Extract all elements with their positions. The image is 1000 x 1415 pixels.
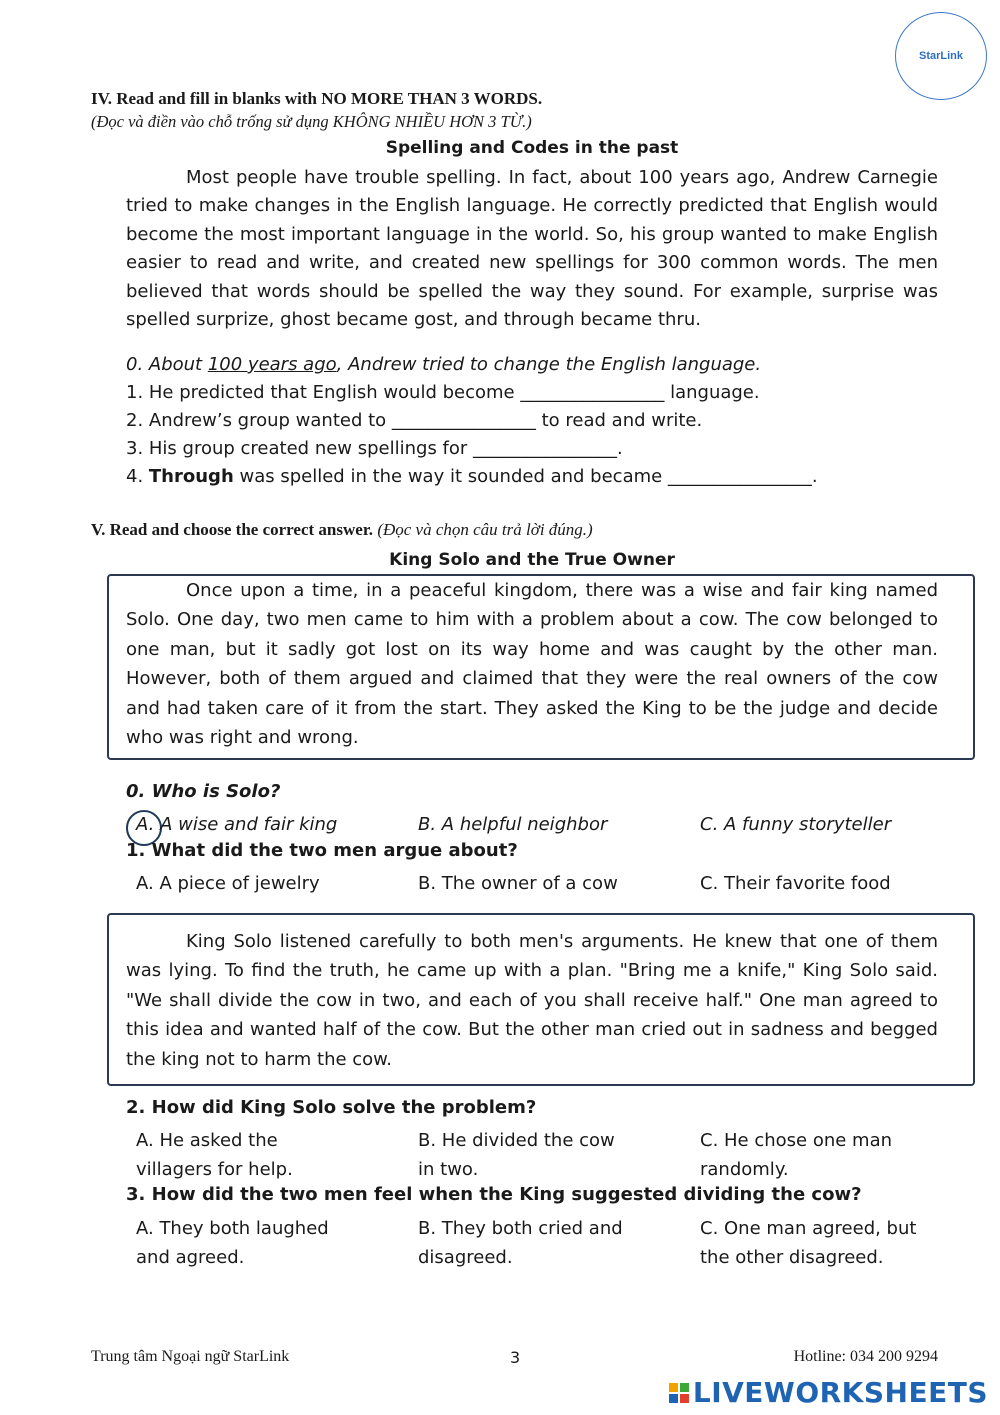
liveworksheets-watermark (669, 1376, 988, 1409)
section5-title: King Solo and the True Owner (389, 550, 675, 570)
section4-question-3[interactable]: 3. His group created new spellings for ________________. (126, 438, 623, 459)
section4-passage (126, 164, 938, 334)
section5-heading-bold: V. Read and choose the correct answer. (91, 520, 374, 539)
section5-passage1 (126, 576, 938, 752)
q3-option-b-line2: disagreed. (418, 1247, 513, 1269)
section4-heading: IV. Read and fill in blanks with NO MORE THAN 3 WORDS. (91, 89, 543, 108)
section4-question-4[interactable] (126, 466, 818, 487)
q2-option-c-line1: C. He chose one man (700, 1130, 893, 1151)
section5-heading (91, 520, 593, 540)
q0-option-b[interactable]: B. A helpful neighbor (418, 814, 608, 835)
logo-text: StarLink (918, 50, 963, 62)
q3-option-b-line1: B. They both cried and (418, 1218, 623, 1239)
q4-number: 4. (126, 466, 149, 487)
q1-option-c[interactable]: C. Their favorite food (700, 873, 891, 894)
passage1-text: Once upon a time, in a peaceful kingdom, there was a wise and fair king named Solo. One day, two men came to him with a problem about a cow. The cow belonged to one man, but it sadly got lost on its way home and was caught by the other man. However, both of them argued and claimed that they were the real owners of the cow and had taken care of it from the start. They asked the King to be the judge and decide who was right and wrong. (126, 580, 938, 749)
section4-passage-text: Most people have trouble spelling. In fact, about 100 years ago, Andrew Carnegie tried to make changes in the English language. He correctly predicted that English would become the most important language in the world. So, his group wanted to make English easier to read and write, and created new spellings for 300 common words. The men believed that words should be spelled the way they sound. For example, surprise was spelled surprize, ghost became gost, and through became thru. (126, 167, 938, 331)
q2-option-a-line2: villagers for help. (136, 1159, 293, 1181)
section5-question-0: 0. Who is Solo? (126, 781, 281, 802)
footer-center-name: Trung tâm Ngoại ngữ StarLink (91, 1348, 290, 1365)
example-prefix: 0. About (126, 354, 208, 375)
passage2-text: King Solo listened carefully to both men's arguments. He knew that one of them was lying. To find the truth, he came up with a plan. "Bring me a knife," King Solo said. "We shall divide the cow in two, and each of you shall receive half." One man agreed to this idea and wanted half of the cow. But the other man cried out in sadness and begged the king not to harm the cow. (126, 931, 938, 1070)
section4-question-1[interactable]: 1. He predicted that English would become ________________ language. (126, 382, 760, 403)
q4-keyword: Through (148, 466, 234, 487)
example-suffix: , Andrew tried to change the English language. (336, 354, 762, 375)
q2-option-b[interactable] (418, 1126, 615, 1185)
section5-question-3: 3. How did the two men feel when the King suggested dividing the cow? (126, 1184, 862, 1205)
q3-option-a-line1: A. They both laughed (136, 1218, 329, 1239)
footer-hotline: Hotline: 034 200 9294 (793, 1348, 938, 1365)
section4-example (126, 354, 761, 375)
q0-option-c[interactable]: C. A funny storyteller (700, 814, 892, 835)
section4-title: Spelling and Codes in the past (385, 138, 679, 158)
q3-option-c-line2: the other disagreed. (700, 1247, 884, 1269)
example-answer: 100 years ago (207, 354, 337, 375)
liveworksheets-text: LIVEWORKSHEETS (692, 1376, 988, 1409)
q2-option-b-line2: in two. (418, 1159, 479, 1181)
section4-subheading: (Đọc và điền vào chỗ trống sử dụng KHÔNG NHIỀU HƠN 3 TỪ.) (91, 112, 532, 131)
q2-option-a-line1: A. He asked the (136, 1130, 278, 1151)
q3-option-a[interactable] (136, 1214, 329, 1273)
section4-question-2[interactable]: 2. Andrew’s group wanted to ________________ to read and write. (126, 410, 703, 431)
q4-rest: was spelled in the way it sounded and became ________________. (233, 466, 818, 487)
q0-option-a[interactable]: A. A wise and fair king (136, 814, 338, 835)
section5-passage2 (126, 927, 938, 1074)
q3-option-b[interactable] (418, 1214, 623, 1273)
q3-option-c-line1: C. One man agreed, but (700, 1218, 917, 1239)
section5-question-1: 1. What did the two men argue about? (126, 840, 518, 861)
q3-option-a-line2: and agreed. (136, 1247, 245, 1269)
q1-option-b[interactable]: B. The owner of a cow (418, 873, 618, 894)
q2-option-c-line2: randomly. (700, 1159, 789, 1181)
q2-option-a[interactable] (136, 1126, 293, 1185)
liveworksheets-icon (669, 1383, 689, 1403)
q3-option-c[interactable] (700, 1214, 916, 1273)
starlink-logo (895, 12, 987, 100)
q1-option-a[interactable]: A. A piece of jewelry (136, 873, 320, 894)
footer-page-number: 3 (510, 1348, 521, 1367)
q2-option-b-line1: B. He divided the cow (418, 1130, 615, 1151)
section5-question-2: 2. How did King Solo solve the problem? (126, 1097, 537, 1118)
q2-option-c[interactable] (700, 1126, 892, 1185)
section5-heading-italic: (Đọc và chọn câu trả lời đúng.) (377, 520, 593, 539)
